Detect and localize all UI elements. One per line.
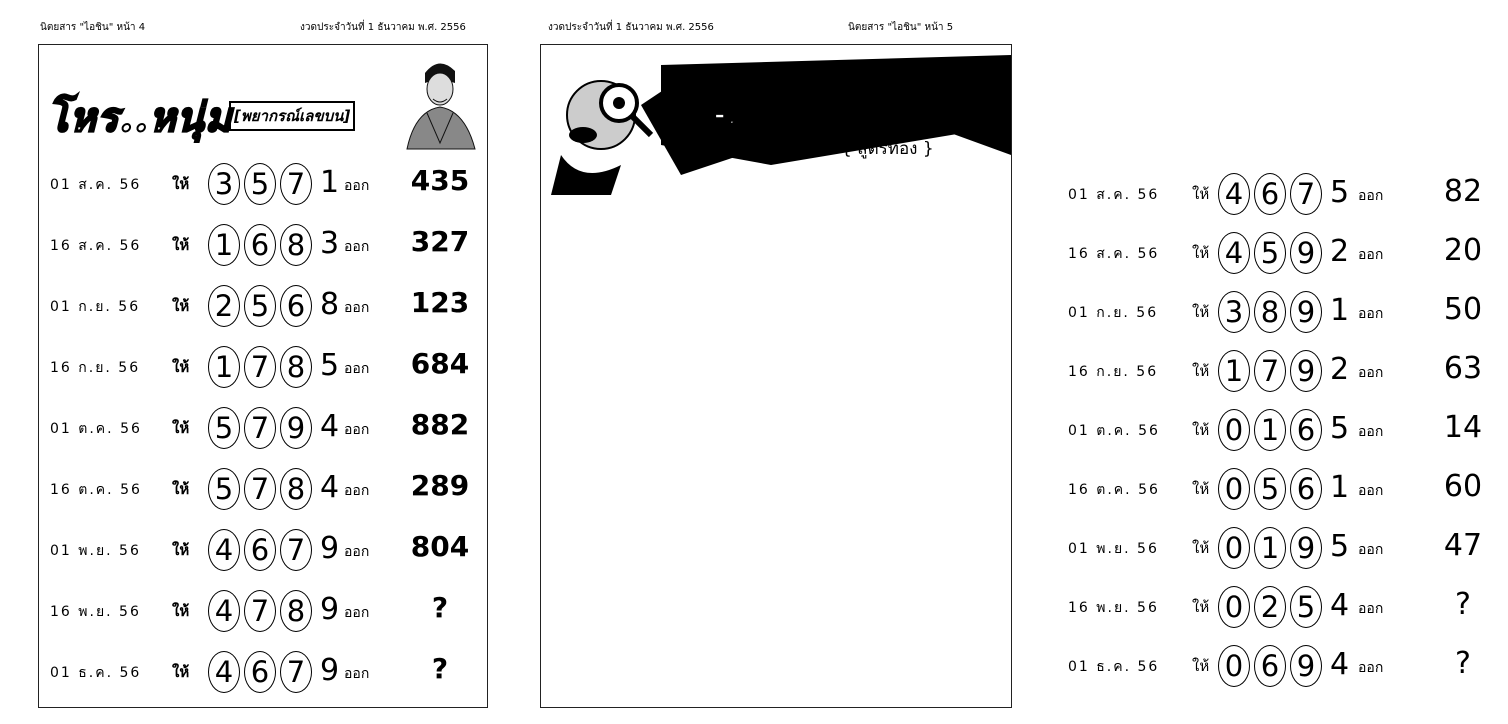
row-date: 16 ต.ค. 56: [50, 482, 142, 498]
circled-digit: 7: [244, 468, 276, 510]
right-title: สิบ-หน่วย ล่าง: [679, 98, 852, 131]
row-give-label: ให้: [1192, 657, 1210, 675]
prediction-row: [50, 221, 480, 271]
circled-digit: 7: [1254, 350, 1286, 392]
row-out-label: ออก: [344, 544, 370, 560]
row-give-label: ให้: [172, 541, 190, 559]
circled-digit: 1: [1254, 409, 1286, 451]
circled-digit: 4: [208, 529, 240, 571]
prediction-row: [50, 465, 480, 515]
row-out-label: ออก: [1358, 660, 1384, 676]
circled-digit: 7: [280, 651, 312, 693]
plain-digit: 5: [1330, 411, 1350, 446]
left-page: [0, 0, 512, 724]
row-result: 20: [1443, 233, 1483, 268]
row-date: 16 พ.ย. 56: [1068, 600, 1159, 616]
row-date: 01 พ.ย. 56: [50, 543, 141, 559]
right-prediction-box: [540, 44, 1012, 708]
row-give-label: ให้: [1192, 362, 1210, 380]
row-out-label: ออก: [344, 300, 370, 316]
row-date: 16 ต.ค. 56: [1068, 482, 1160, 498]
row-give-label: ให้: [1192, 303, 1210, 321]
row-give-label: ให้: [172, 602, 190, 620]
plain-digit: 9: [320, 592, 340, 627]
circled-digit: 3: [1218, 291, 1250, 333]
row-give-label: ให้: [172, 297, 190, 315]
circled-digit: 2: [208, 285, 240, 327]
circled-digit: 4: [1218, 232, 1250, 274]
row-date: 01 ส.ค. 56: [50, 177, 142, 193]
row-date: 01 ก.ย. 56: [1068, 305, 1159, 321]
circled-digit: 7: [244, 590, 276, 632]
row-result: 47: [1443, 528, 1483, 563]
plain-digit: 4: [320, 470, 340, 505]
prediction-row: [50, 648, 480, 698]
circled-digit: 6: [244, 529, 276, 571]
row-result: 14: [1443, 410, 1483, 445]
plain-digit: 1: [1330, 470, 1350, 505]
plain-digit: 4: [1330, 588, 1350, 623]
row-result: ?: [1455, 587, 1471, 622]
circled-digit: 8: [280, 590, 312, 632]
row-date: 01 ธ.ค. 56: [50, 665, 142, 681]
row-date: 01 ส.ค. 56: [1068, 187, 1160, 203]
row-date: 16 ส.ค. 56: [1068, 246, 1160, 262]
circled-digit: 5: [244, 163, 276, 205]
row-result: 327: [410, 225, 470, 258]
circled-digit: 6: [280, 285, 312, 327]
circled-digit: 1: [208, 224, 240, 266]
row-date: 16 พ.ย. 56: [50, 604, 141, 620]
prediction-row: [50, 587, 480, 637]
circled-digit: 7: [1290, 173, 1322, 215]
row-give-label: ให้: [172, 236, 190, 254]
circled-digit: 6: [1290, 468, 1322, 510]
circled-digit: 2: [1254, 586, 1286, 628]
plain-digit: 4: [320, 409, 340, 444]
circled-digit: 5: [244, 285, 276, 327]
row-out-label: ออก: [344, 422, 370, 438]
row-result: 804: [410, 530, 470, 563]
row-result: 684: [410, 347, 470, 380]
row-date: 01 ก.ย. 56: [50, 299, 141, 315]
right-page: [512, 0, 1483, 724]
plain-digit: 2: [1330, 234, 1350, 269]
prediction-row: [50, 343, 480, 393]
row-result: ?: [1455, 646, 1471, 681]
plain-digit: 4: [1330, 647, 1350, 682]
circled-digit: 0: [1218, 645, 1250, 687]
prediction-row: [1068, 170, 1508, 220]
circled-digit: 0: [1218, 586, 1250, 628]
row-date: 01 ต.ค. 56: [1068, 423, 1160, 439]
row-give-label: ให้: [172, 419, 190, 437]
row-result: 123: [410, 286, 470, 319]
prediction-row: [50, 526, 480, 576]
row-give-label: ให้: [1192, 421, 1210, 439]
row-out-label: ออก: [344, 605, 370, 621]
circled-digit: 4: [208, 590, 240, 632]
row-out-label: ออก: [344, 361, 370, 377]
row-out-label: ออก: [344, 178, 370, 194]
circled-digit: 1: [1218, 350, 1250, 392]
row-out-label: ออก: [1358, 601, 1384, 617]
prediction-row: [1068, 229, 1508, 279]
prediction-row: [1068, 465, 1508, 515]
row-result: 82: [1443, 174, 1483, 209]
row-give-label: ให้: [172, 358, 190, 376]
circled-digit: 7: [280, 529, 312, 571]
man-portrait-icon: [397, 53, 481, 149]
circled-digit: 9: [1290, 527, 1322, 569]
circled-digit: 5: [208, 468, 240, 510]
prediction-row: [1068, 288, 1508, 338]
circled-digit: 6: [244, 224, 276, 266]
right-page-header-issue: งวดประจำวันที่ 1 ธันวาคม พ.ศ. 2556: [548, 22, 714, 33]
circled-digit: 9: [1290, 645, 1322, 687]
plain-digit: 1: [1330, 293, 1350, 328]
circled-digit: 9: [1290, 291, 1322, 333]
row-result: ?: [431, 652, 449, 685]
row-result: 60: [1443, 469, 1483, 504]
plain-digit: 3: [320, 226, 340, 261]
magnifier-cartoon-icon: [551, 81, 651, 195]
left-page-header-issue: งวดประจำวันที่ 1 ธันวาคม พ.ศ. 2556: [300, 22, 466, 33]
circled-digit: 6: [1254, 645, 1286, 687]
prediction-row: [1068, 406, 1508, 456]
prediction-row: [1068, 347, 1508, 397]
row-give-label: ให้: [1192, 480, 1210, 498]
prediction-row: [50, 404, 480, 454]
circled-digit: 8: [280, 346, 312, 388]
left-subtitle: [พยากรณ์เลขบน]: [229, 101, 355, 131]
circled-digit: 5: [1254, 468, 1286, 510]
circled-digit: 9: [280, 407, 312, 449]
row-out-label: ออก: [1358, 247, 1384, 263]
left-page-header-magazine: นิตยสาร "ไอชิน" หน้า 4: [40, 22, 146, 33]
circled-digit: 0: [1218, 527, 1250, 569]
circled-digit: 5: [1290, 586, 1322, 628]
plain-digit: 8: [320, 287, 340, 322]
circled-digit: 0: [1218, 409, 1250, 451]
circled-digit: 7: [244, 346, 276, 388]
circled-digit: 0: [1218, 468, 1250, 510]
right-page-header-magazine: นิตยสาร "ไอชิน" หน้า 5: [848, 22, 954, 33]
row-date: 16 ก.ย. 56: [50, 360, 141, 376]
circled-digit: 6: [244, 651, 276, 693]
row-give-label: ให้: [1192, 598, 1210, 616]
row-out-label: ออก: [1358, 483, 1384, 499]
plain-digit: 2: [1330, 352, 1350, 387]
row-date: 16 ก.ย. 56: [1068, 364, 1159, 380]
row-result: 435: [410, 164, 470, 197]
row-give-label: ให้: [1192, 185, 1210, 203]
row-out-label: ออก: [1358, 306, 1384, 322]
row-give-label: ให้: [1192, 244, 1210, 262]
row-date: 16 ส.ค. 56: [50, 238, 142, 254]
prediction-row: [1068, 642, 1508, 692]
plain-digit: 9: [320, 653, 340, 688]
circled-digit: 8: [1254, 291, 1286, 333]
row-result: ?: [431, 591, 449, 624]
row-give-label: ให้: [172, 663, 190, 681]
row-out-label: ออก: [1358, 542, 1384, 558]
row-date: 01 ต.ค. 56: [50, 421, 142, 437]
row-result: 289: [410, 469, 470, 502]
row-out-label: ออก: [344, 483, 370, 499]
prediction-row: [50, 160, 480, 210]
circled-digit: 4: [208, 651, 240, 693]
row-give-label: ให้: [172, 480, 190, 498]
prediction-row: [1068, 583, 1508, 633]
plain-digit: 9: [320, 531, 340, 566]
right-subtitle: { สูตรทอง }: [841, 139, 934, 159]
circled-digit: 7: [244, 407, 276, 449]
row-result: 882: [410, 408, 470, 441]
circled-digit: 8: [280, 468, 312, 510]
circled-digit: 5: [1254, 232, 1286, 274]
row-out-label: ออก: [1358, 424, 1384, 440]
plain-digit: 1: [320, 165, 340, 200]
row-give-label: ให้: [172, 175, 190, 193]
row-give-label: ให้: [1192, 539, 1210, 557]
circled-digit: 1: [1254, 527, 1286, 569]
circled-digit: 3: [208, 163, 240, 205]
plain-digit: 5: [320, 348, 340, 383]
row-out-label: ออก: [1358, 188, 1384, 204]
prediction-row: [50, 282, 480, 332]
circled-digit: 6: [1254, 173, 1286, 215]
circled-digit: 6: [1290, 409, 1322, 451]
row-date: 01 พ.ย. 56: [1068, 541, 1159, 557]
row-out-label: ออก: [1358, 365, 1384, 381]
row-date: 01 ธ.ค. 56: [1068, 659, 1160, 675]
circled-digit: 5: [208, 407, 240, 449]
row-out-label: ออก: [344, 239, 370, 255]
prediction-row: [1068, 524, 1508, 574]
circled-digit: 4: [1218, 173, 1250, 215]
plain-digit: 5: [1330, 175, 1350, 210]
circled-digit: 7: [280, 163, 312, 205]
circled-digit: 9: [1290, 232, 1322, 274]
row-result: 63: [1443, 351, 1483, 386]
row-result: 50: [1443, 292, 1483, 327]
row-out-label: ออก: [344, 666, 370, 682]
circled-digit: 1: [208, 346, 240, 388]
left-title: โหร..หนุ่ม: [47, 94, 233, 141]
plain-digit: 5: [1330, 529, 1350, 564]
circled-digit: 9: [1290, 350, 1322, 392]
circled-digit: 8: [280, 224, 312, 266]
